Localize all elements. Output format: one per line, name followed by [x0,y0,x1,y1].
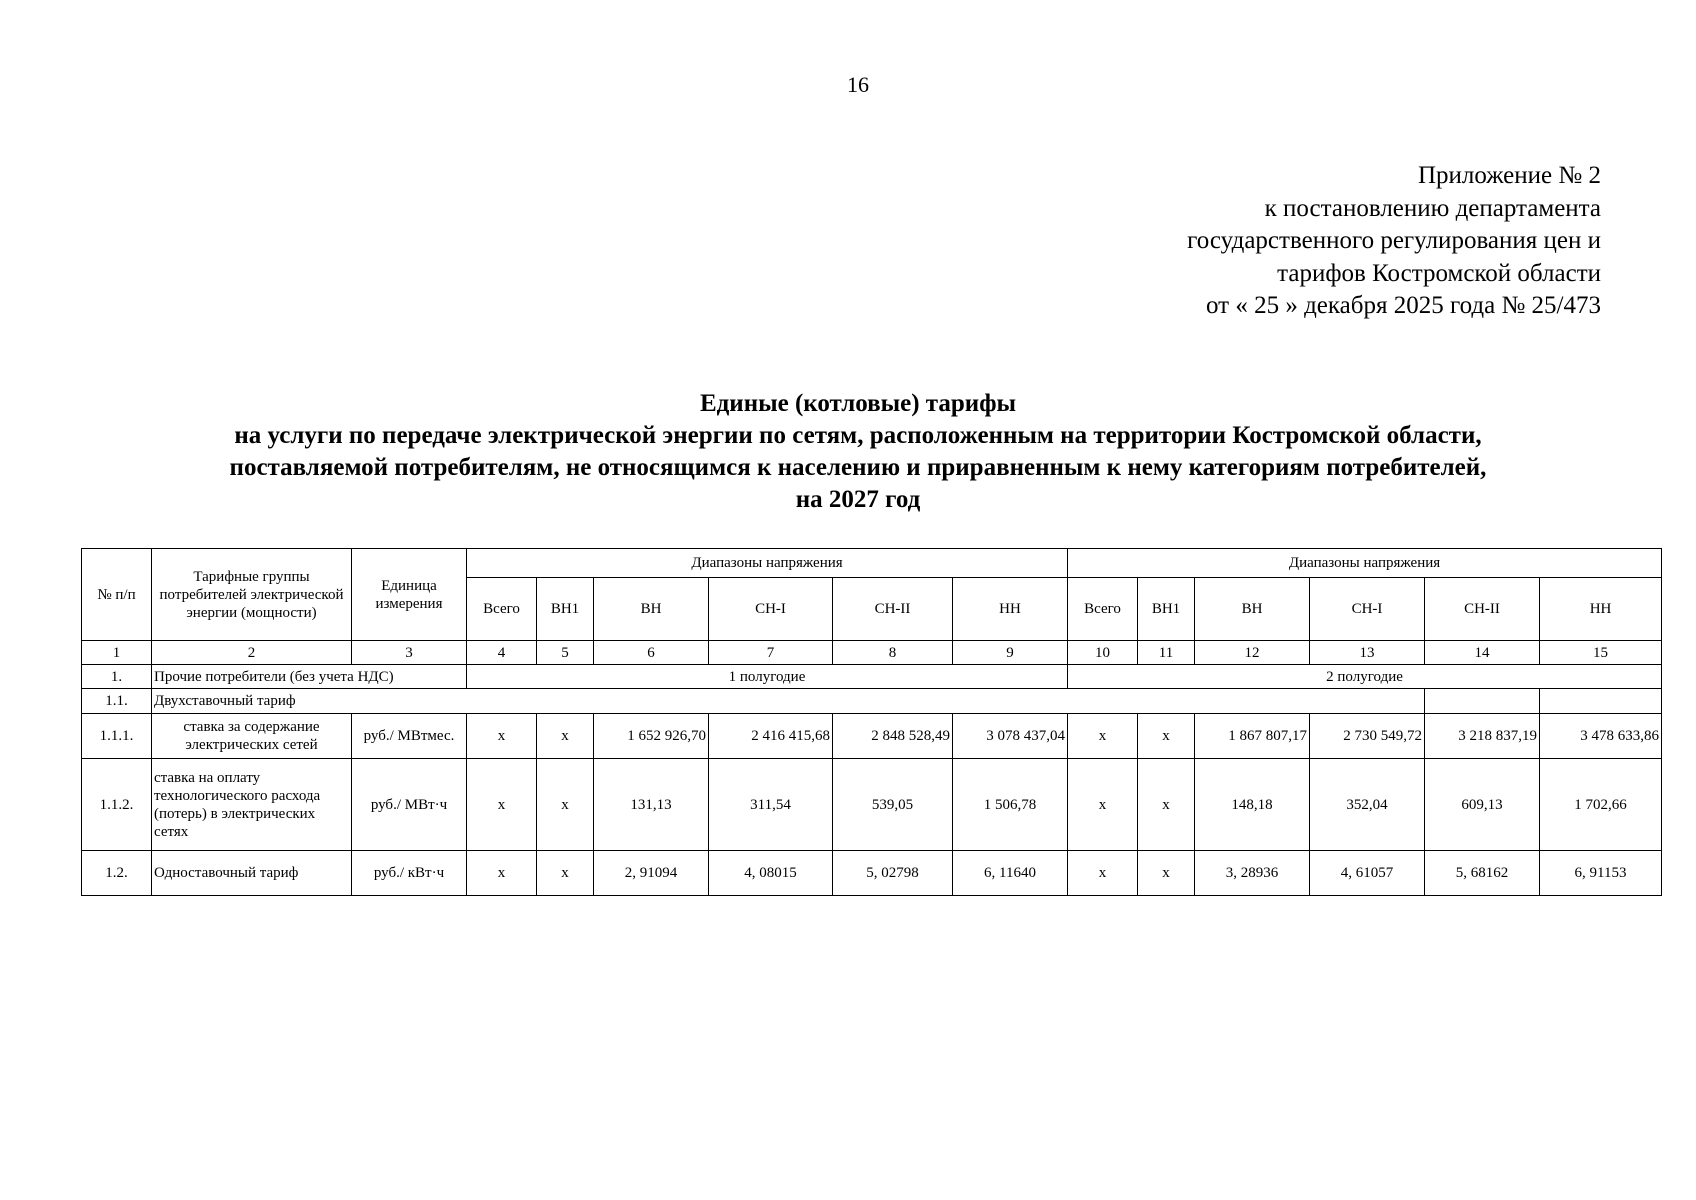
column-number: 14 [1425,641,1540,665]
value-cell: 2 848 528,49 [833,714,953,759]
value-cell: 1 506,78 [953,759,1068,851]
appendix-line: от « 25 » декабря 2025 года № 25/473 [1205,292,1601,319]
value-cell: 6, 91153 [1540,851,1662,896]
header-cell: СН-I [1310,578,1425,641]
row-unit: руб./ МВтмес. [352,714,467,759]
row-name: ставка на оплату технологического расхода (потерь) в электрических сетях [152,759,352,851]
value-cell: х [1068,759,1138,851]
value-cell: 352,04 [1310,759,1425,851]
value-cell: х [537,851,594,896]
document-title [0,388,1696,516]
value-cell: 2 730 549,72 [1310,714,1425,759]
header-cell: Всего [467,578,537,641]
table-row [82,665,1662,689]
half-year-label: 2 полугодие [1068,665,1662,689]
header-cell: ВН1 [1138,578,1195,641]
value-cell: 2 416 415,68 [709,714,833,759]
value-cell: 4, 08015 [709,851,833,896]
column-number: 8 [833,641,953,665]
value-cell: х [467,759,537,851]
header-unit: Единица измерения [352,549,467,641]
column-number: 7 [709,641,833,665]
header-cell: Всего [1068,578,1138,641]
empty-cell [1540,689,1662,714]
row-num: 1.1. [82,689,152,714]
value-cell: 6, 11640 [953,851,1068,896]
header-cell: НН [1540,578,1662,641]
title-line: Единые (котловые) тарифы [699,390,1017,417]
row-num: 1. [82,665,152,689]
row-unit: руб./ кВт·ч [352,851,467,896]
column-number: 1 [82,641,152,665]
value-cell: 2, 91094 [594,851,709,896]
value-cell: 131,13 [594,759,709,851]
value-cell: 3, 28936 [1195,851,1310,896]
column-number: 13 [1310,641,1425,665]
value-cell: 3 478 633,86 [1540,714,1662,759]
column-number: 10 [1068,641,1138,665]
row-unit: руб./ МВт·ч [352,759,467,851]
table-row [82,759,1662,851]
empty-cell [1425,689,1540,714]
header-voltage-ranges: Диапазоны напряжения [1068,549,1662,578]
appendix-line: Приложение № 2 [1417,162,1601,189]
column-number: 4 [467,641,537,665]
half-year-label: 1 полугодие [467,665,1068,689]
header-cell: СН-II [833,578,953,641]
value-cell: х [467,714,537,759]
column-number: 6 [594,641,709,665]
value-cell: х [537,759,594,851]
value-cell: х [1068,714,1138,759]
value-cell: х [537,714,594,759]
appendix-block [1187,160,1601,323]
value-cell: 609,13 [1425,759,1540,851]
column-number: 12 [1195,641,1310,665]
row-num: 1.1.1. [82,714,152,759]
value-cell: 1 867 807,17 [1195,714,1310,759]
value-cell: 5, 68162 [1425,851,1540,896]
appendix-line: государственного регулирования цен и [1187,227,1601,254]
row-name: ставка за содержание электрических сетей [152,714,352,759]
table-row [82,851,1662,896]
column-number: 3 [352,641,467,665]
row-name: Двухставочный тариф [152,689,1425,714]
title-line: поставляемой потребителям, не относящимся к населению и приравненным к нему категориям потребителей, [229,454,1487,481]
header-cell: ВН [1195,578,1310,641]
value-cell: 5, 02798 [833,851,953,896]
appendix-line: к постановлению департамента [1264,194,1601,222]
table-row [82,714,1662,759]
value-cell: 1 702,66 [1540,759,1662,851]
header-row [82,549,1662,578]
appendix-line: тарифов Костромской области [1277,259,1601,287]
column-number: 2 [152,641,352,665]
value-cell: 539,05 [833,759,953,851]
value-cell: х [467,851,537,896]
value-cell: 311,54 [709,759,833,851]
row-num: 1.2. [82,851,152,896]
row-name: Одноставочный тариф [152,851,352,896]
column-number: 15 [1540,641,1662,665]
header-cell: ВН [594,578,709,641]
row-num: 1.1.2. [82,759,152,851]
value-cell: 148,18 [1195,759,1310,851]
value-cell: х [1138,759,1195,851]
value-cell: 1 652 926,70 [594,714,709,759]
row-name: Прочие потребители (без учета НДС) [152,665,467,689]
value-cell: х [1138,851,1195,896]
value-cell: 3 078 437,04 [953,714,1068,759]
column-number: 9 [953,641,1068,665]
tariffs-table [81,548,1662,896]
value-cell: х [1138,714,1195,759]
header-groups: Тарифные группы потребителей электрической энергии (мощности) [152,549,352,641]
column-number-row [82,641,1662,665]
header-cell: ВН1 [537,578,594,641]
header-num: № п/п [82,549,152,641]
table-row [82,689,1662,714]
value-cell: 3 218 837,19 [1425,714,1540,759]
header-cell: НН [953,578,1068,641]
page-number: 16 [847,72,869,97]
value-cell: 4, 61057 [1310,851,1425,896]
title-line: на услуги по передаче электрической энергии по сетям, расположенным на территории Костромской области, [234,422,1482,449]
value-cell: х [1068,851,1138,896]
header-voltage-ranges: Диапазоны напряжения [467,549,1068,578]
header-cell: СН-I [709,578,833,641]
column-number: 11 [1138,641,1195,665]
title-line: на 2027 год [795,486,921,513]
header-cell: СН-II [1425,578,1540,641]
column-number: 5 [537,641,594,665]
